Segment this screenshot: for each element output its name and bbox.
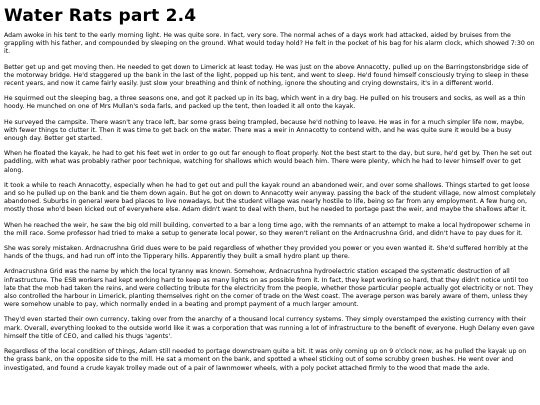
paragraph-10: They'd even started their own currency, taking over from the anarchy of a thousand local currency systems. They simply overstamped the existing currency with their mark. Overall, everything looked to the outside world like it was a corporation that was running a lot of infrastructure to the benefit of everyone. Hugh Delany even gave himself the title of CEO, and called his thugs 'agents'.	[4, 316, 535, 340]
paragraph-1: Adam awoke in his tent to the early morning light. He was quite sore. In fact, very sore. The normal aches of a days work had attacked, aided by bruises from the grappling with his father, and compounded by sleeping on the ground. What would today hold? He felt in the pocket of his bag for his alarm clock, which showed 7:30 on it.	[4, 32, 535, 56]
paragraph-2: Better get up and get moving then. He needed to get down to Limerick at least today. He was just on the above Annacotty, pulled up on the Barringstonsbridge side of the motorway bridge. He'd staggered up the bank in the last of the light, popped up his tent, and went to sleep. He'd found himself consciously trying to sleep in these recent years, and now it came fairly easily. Just slow your breathing and think of nothing, ignore the shouting and crying downstairs, it's in a different world.	[4, 63, 529, 88]
paragraph-7: When he reached the weir, he saw the big old mill building, converted to a bar a long time ago, with the remnants of an attempt to make a local hydropower scheme in the mill race. Some professor had tried to make a setup to generate local power, so they weren't reliant on the Ardnacrushna Grid, and didn't have to pay dues for it.	[4, 221, 531, 237]
paragraph-4: He surveyed the campsite. There wasn't any trace left, bar some grass being trampled, because he'd nothing to leave. He was in for a much simpler life now, maybe, with fewer things to clutter it. Then it was time to get back on the water. There was a weir in Annacotty to contend with, and he was quite sure it would be a busy enough day. Better get started.	[4, 118, 525, 143]
document-page	[4, 0, 536, 380]
paragraph-5: When he floated the kayak, he had to get his feet wet in order to go out far enough to float properly. Not the best start to the day, but sure, he'd get by. Then he set out paddling, with what was probably rather poor technique, watching for shallows which would beach him. There were plenty, which he had to lever himself over to get along.	[4, 150, 532, 174]
paragraph-3: He squirmed out the sleeping bag, a three seasons one, and got it packed up in its bag, which went in a dry bag. He pulled on his trousers and socks, as well as a thin hoody. He munched on one of Mrs Mullan's soda farls, and packed up the tent, then loaded it all onto the kayak.	[4, 95, 526, 111]
paragraph-11: Regardless of the local condition of things, Adam still needed to portage downstream quite a bit. It was only coming up on 9 o'clock now, as he pulled the kayak up on the grass bank, on the opposite side to the mill. He sat a moment on the bank, and spotted a wheel sticking out of some scrubby green bushes. He went over and investigated, and found a crude kayak trolley made out of a pair of lawnmower wheels, with a poly pocket attached firmly to the wood that made the axle.	[4, 348, 527, 372]
paragraph-9: Ardnacrushna Grid was the name by which the local tyranny was known. Somehow, Ardnacrushna hydroelectric station escaped the systematic destruction of all infrastructure. The ESB workers had kept working hard to keep as many lights on as possible from it. In fact, they kept working so hard, that they didn't notice until too late that the mob had taken the reins, and were collecting tribute for the electricity from the people, whether those particular people actually got electricity or not. They also controlled the harbour in Limerick, planting themselves right on the corner of trade on the West coast. The average person was barely aware of them, unless they were somehow unable to pay, which normally ended in a beating and prompt payment of a much larger amount.	[4, 268, 534, 309]
document-title: Water Rats part 2.4	[4, 6, 197, 26]
paragraph-6: It took a while to reach Annacotty, especially when he had to get out and pull the kayak round an abandoned weir, and over some shallows. Things started to get loose and so he pulled up on the bank and tie them down again. But he got on down to Annacotty weir anyway. passing the back of the student village, now almost completely abandoned. Suburbs in general were bad places to live nowadays, but the student village was nearly hostile to life, being so far from any employment. A few hung on, mostly those who'd been kicked out of everywhere else. Adam didn't want to deal with them, but he needed to portage past the weir, and maybe the shallows after it.	[4, 181, 536, 214]
paragraph-8: She was sorely mistaken. Ardnacrushna Grid dues were to be paid regardless of whether they provided you power or you even wanted it. She'd suffered horribly at the hands of the thugs, and had run off into the Tipperary hills. Apparently they built a small hydro plant up there.	[4, 245, 529, 261]
